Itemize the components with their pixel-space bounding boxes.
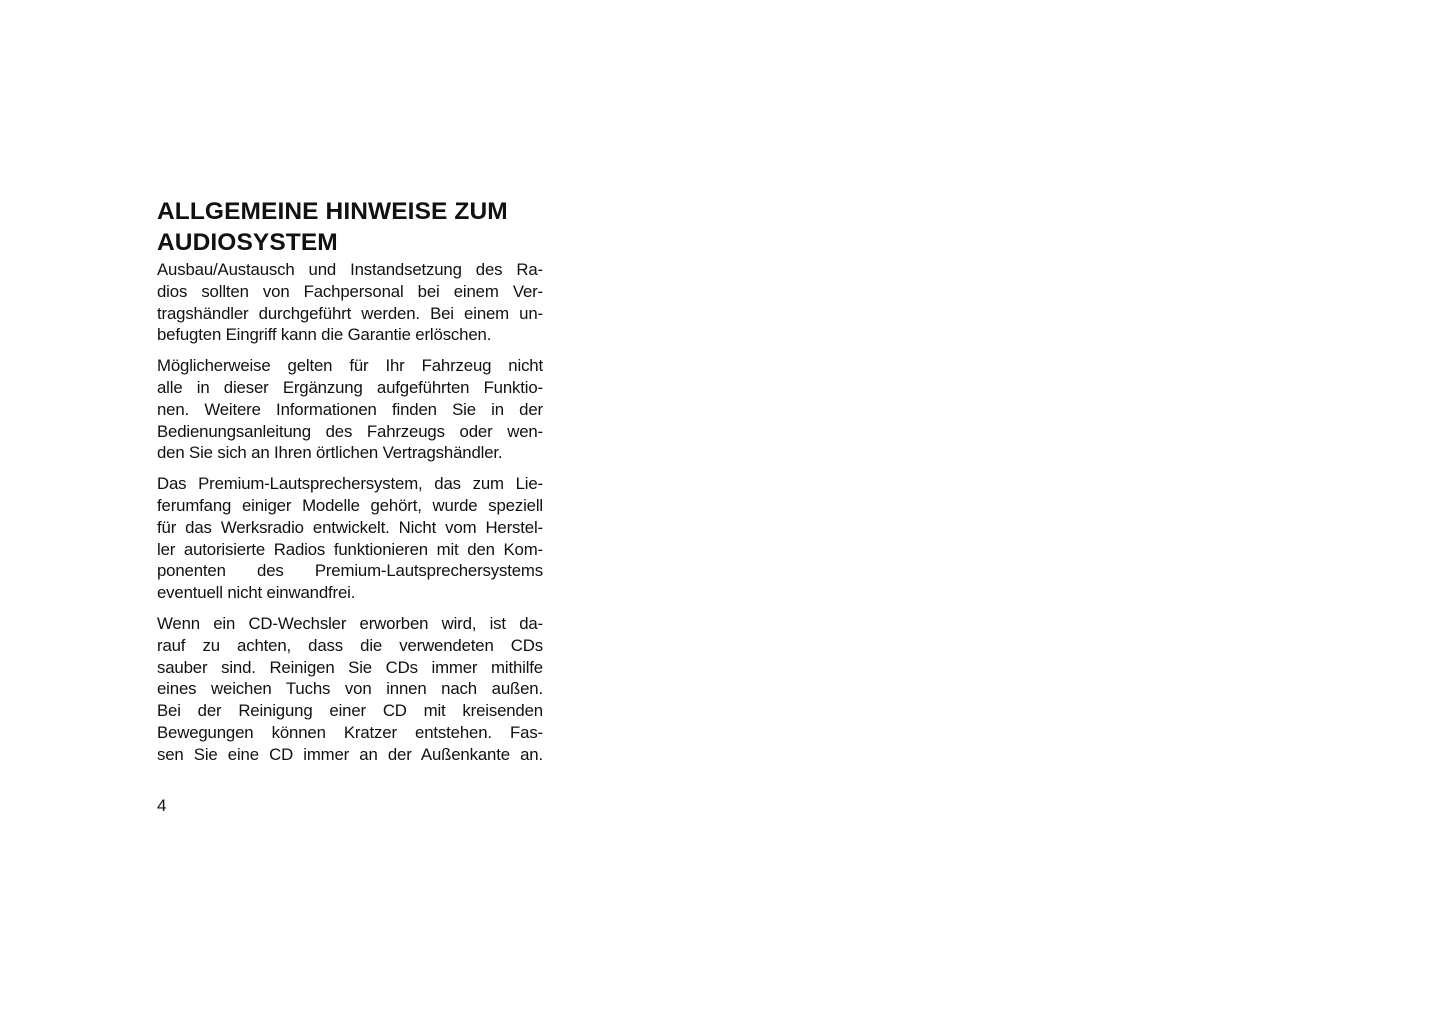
paragraph-line: eventuell nicht einwandfrei. — [157, 583, 356, 603]
paragraph-line: ler autorisierte Radios funktionieren mit den Kom- — [157, 539, 543, 559]
paragraph-line: dios sollten von Fachpersonal bei einem Ver- — [157, 281, 543, 301]
paragraph-line: Das Premium-Lautsprechersystem, das zum Lie- — [157, 474, 543, 494]
paragraph-line: den Sie sich an Ihren örtlichen Vertragshändler. — [157, 443, 503, 463]
paragraph-line: Wenn ein CD-Wechsler erworben wird, ist da- — [157, 613, 543, 633]
paragraph-line: ponenten des Premium-Lautsprechersystems — [157, 561, 543, 581]
paragraph-line: eines weichen Tuchs von innen nach außen. — [157, 679, 543, 699]
paragraph-line: befugten Eingriff kann die Garantie erlöschen. — [157, 325, 492, 345]
paragraph-line: für das Werksradio entwickelt. Nicht vom Herstel- — [157, 517, 543, 537]
paragraph-line: nen. Weitere Informationen finden Sie in der — [157, 399, 543, 419]
paragraph-line: rauf zu achten, dass die verwendeten CDs — [157, 635, 543, 655]
paragraph-line: Bei der Reinigung einer CD mit kreisenden — [157, 701, 543, 721]
paragraph-line: Ausbau/Austausch und Instandsetzung des Ra- — [157, 260, 543, 279]
page-number: 4 — [157, 796, 167, 815]
paragraph-line: tragshändler durchgeführt werden. Bei einem un- — [157, 303, 543, 323]
paragraph-line: alle in dieser Ergänzung aufgeführten Funktio- — [157, 377, 543, 397]
paragraph-line: sen Sie eine CD immer an der Außenkante an. — [157, 744, 543, 764]
paragraph-radio-service — [157, 259, 543, 346]
page-content-column — [157, 196, 543, 775]
paragraph-line: Bedienungsanleitung des Fahrzeugs oder wen- — [157, 421, 543, 441]
paragraph-line: Bewegungen können Kratzer entstehen. Fas- — [157, 722, 543, 742]
paragraph-cd-changer — [157, 613, 543, 766]
section-heading-line-2: AUDIOSYSTEM — [157, 229, 338, 256]
paragraph-premium-speakers — [157, 473, 543, 604]
section-heading-line-1: ALLGEMEINE HINWEISE ZUM — [157, 198, 508, 225]
paragraph-feature-availability — [157, 355, 543, 464]
section-heading — [157, 196, 543, 258]
paragraph-line: sauber sind. Reinigen Sie CDs immer mithilfe — [157, 657, 543, 677]
paragraph-line: ferumfang einiger Modelle gehört, wurde speziell — [157, 495, 543, 515]
paragraph-line: Möglicherweise gelten für Ihr Fahrzeug nicht — [157, 356, 543, 376]
